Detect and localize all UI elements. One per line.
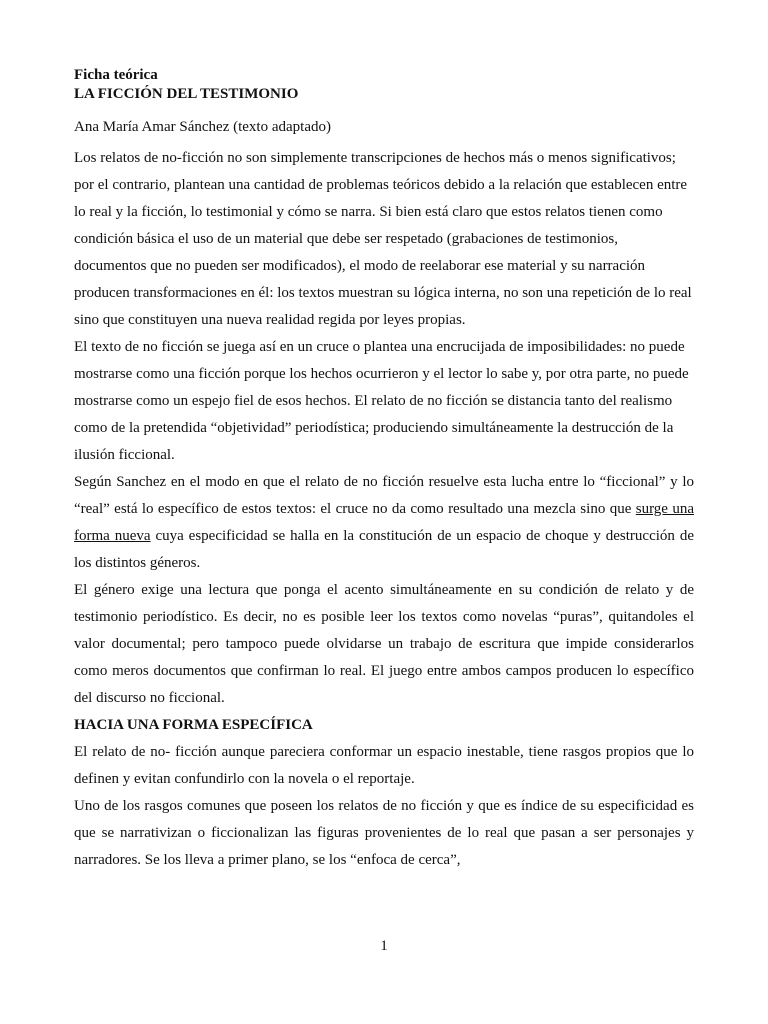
paragraph-3-end: cuya especificidad se halla en la constitución de un espacio de choque y destrucción de los distintos géneros.: [74, 528, 694, 571]
paragraph-2: El texto de no ficción se juega así en un cruce o plantea una encrucijada de imposibilidades: no puede mostrarse como una ficción porque los hechos ocurrieron y el lector lo sabe y, por otra parte, no puede mostrarse como un espejo fiel de esos hechos. El relato de no ficción se distancia tanto del realismo como de la pretendida “objetividad” periodística; produciendo simultáneamente la destrucción de la ilusión ficcional.: [74, 339, 689, 463]
paragraph-3-start: Según Sanchez en el modo en que el relato de no ficción resuelve esta lucha entre lo “ficcional” y lo “real” está lo específico de estos textos: el cruce no da como resultado una mezcla sino que: [74, 474, 694, 517]
paragraph-6: Uno de los rasgos comunes que poseen los relatos de no ficción y que es índice de su especificidad es que se narrativizan o ficcionalizan las figuras provenientes de lo real que pasan a ser personajes y narradores. Se los lleva a primer plano, se los “enfoca de cerca”,: [74, 798, 694, 868]
document-label: Ficha teórica: [74, 67, 158, 83]
paragraph-4: El género exige una lectura que ponga el acento simultáneamente en su condición de relato y de testimonio periodístico. Es decir, no es posible leer los textos como novelas “puras”, quitandoles el valor documental; pero tampoco puede olvidarse un trabajo de escritura que impide considerarlos como meros documentos que confirman lo real. El juego entre ambos campos producen lo específico del discurso no ficcional.: [74, 582, 694, 706]
page-number: 1: [380, 938, 388, 954]
section-heading: HACIA UNA FORMA ESPECÍFICA: [74, 717, 313, 733]
document-title: LA FICCIÓN DEL TESTIMONIO: [74, 86, 299, 102]
document-author: Ana María Amar Sánchez (texto adaptado): [74, 119, 331, 135]
paragraph-3: [74, 469, 694, 577]
document-page: [74, 66, 694, 874]
paragraph-5: El relato de no- ficción aunque pareciera conformar un espacio inestable, tiene rasgos propios que lo definen y evitan confundirlo con la novela o el reportaje.: [74, 744, 694, 787]
paragraph-1: Los relatos de no-ficción no son simplemente transcripciones de hechos más o menos significativos; por el contrario, plantean una cantidad de problemas teóricos debido a la relación que establecen entre lo real y la ficción, lo testimonial y cómo se narra. Si bien está claro que estos relatos tienen como condición básica el uso de un material que debe ser respetado (grabaciones de testimonios, documentos que no pueden ser modificados), el modo de reelaborar ese material y su narración producen transformaciones en él: los textos muestran su lógica interna, no son una repetición de lo real sino que constituyen una nueva realidad regida por leyes propias.: [74, 150, 692, 328]
underlined-phrase: surge una forma nueva: [74, 501, 694, 544]
